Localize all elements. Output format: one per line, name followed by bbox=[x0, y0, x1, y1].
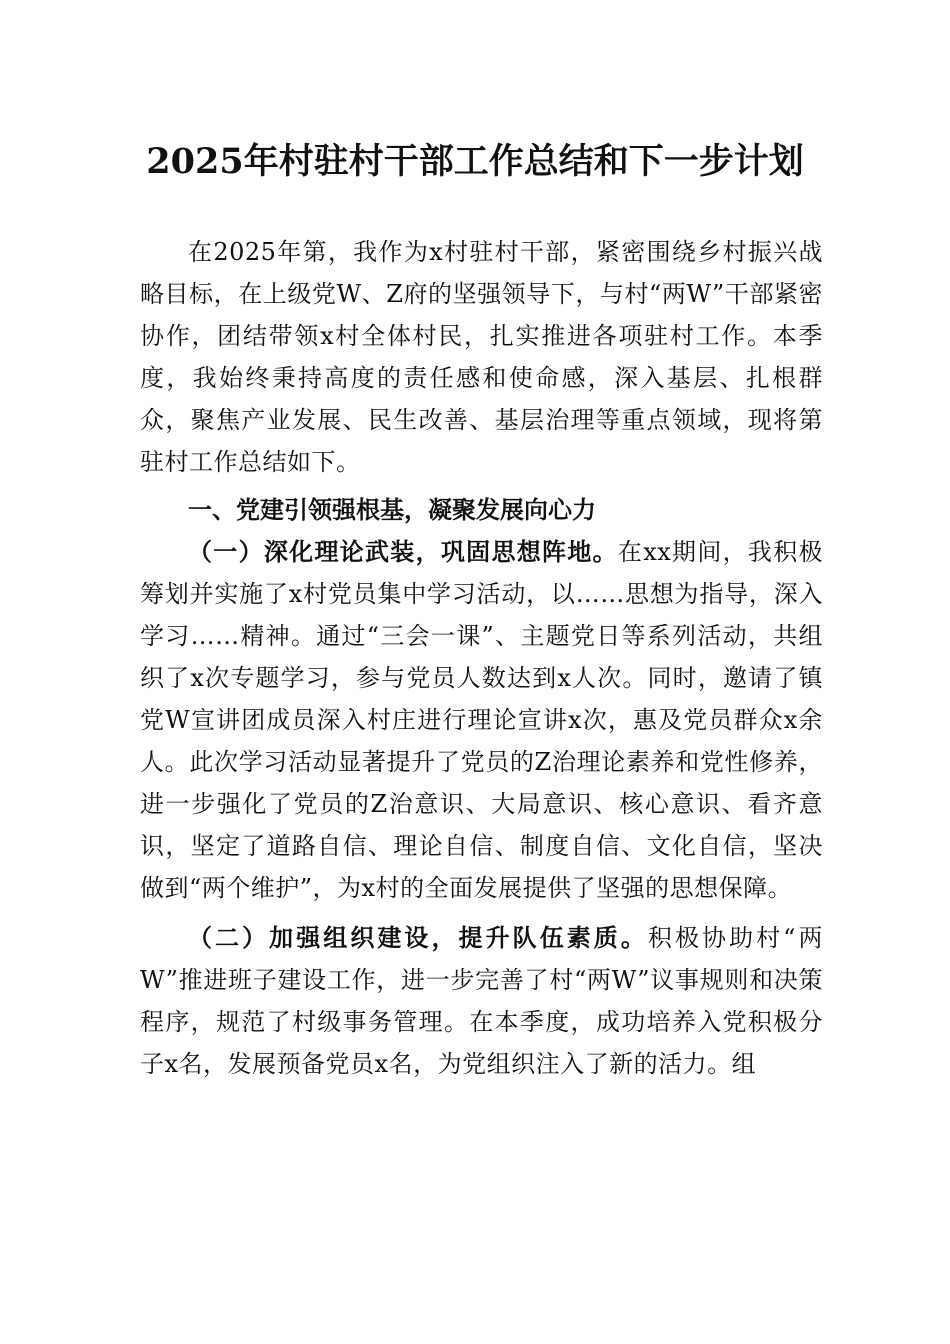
section1-item2-paragraph bbox=[140, 917, 823, 1085]
section1-item1-lead: （一）深化理论武装，巩固思想阵地。 bbox=[188, 537, 618, 566]
section1-item2-text: 积极协助村“两W”推进班子建设工作，进一步完善了村“两W”议事规则和决策程序，规范了村级事务管理。在本季度，成功培养入党积极分子x名，发展预备党员x名，为党组织注入了新的活力。组 bbox=[140, 924, 823, 1078]
section1-item1-paragraph bbox=[140, 531, 823, 909]
intro-paragraph: 在2025年第，我作为x村驻村干部，紧密围绕乡村振兴战略目标，在上级党W、Z府的坚强领导下，与村“两W”干部紧密协作，团结带领x村全体村民，扎实推进各项驻村工作。本季度，我始终秉持高度的责任感和使命感，深入基层、扎根群众，聚焦产业发展、民生改善、基层治理等重点领域，现将第驻村工作总结如下。 bbox=[140, 238, 823, 476]
document-body bbox=[140, 231, 823, 1085]
section1-item1-text: 在xx期间，我积极筹划并实施了x村党员集中学习活动，以……思想为指导，深入学习……精神。通过“三会一课”、主题党日等系列活动，共组织了x次专题学习，参与党员人数达到x人次。同时，邀请了镇党W宣讲团成员深入村庄进行理论宣讲x次，惠及党员群众x余人。此次学习活动显著提升了党员的Z治理论素养和党性修养，进一步强化了党员的Z治意识、大局意识、核心意识、看齐意识，坚定了道路自信、理论自信、制度自信、文化自信，坚决做到“两个维护”，为x村的全面发展提供了坚强的思想保障。 bbox=[140, 538, 823, 902]
section-heading-1: 一、党建引领强根基，凝聚发展向心力 bbox=[188, 496, 596, 524]
section1-item2-lead: （二）加强组织建设，提升队伍素质。 bbox=[188, 923, 648, 952]
document-title: 2025年村驻村干部工作总结和下一步计划 bbox=[146, 141, 804, 182]
